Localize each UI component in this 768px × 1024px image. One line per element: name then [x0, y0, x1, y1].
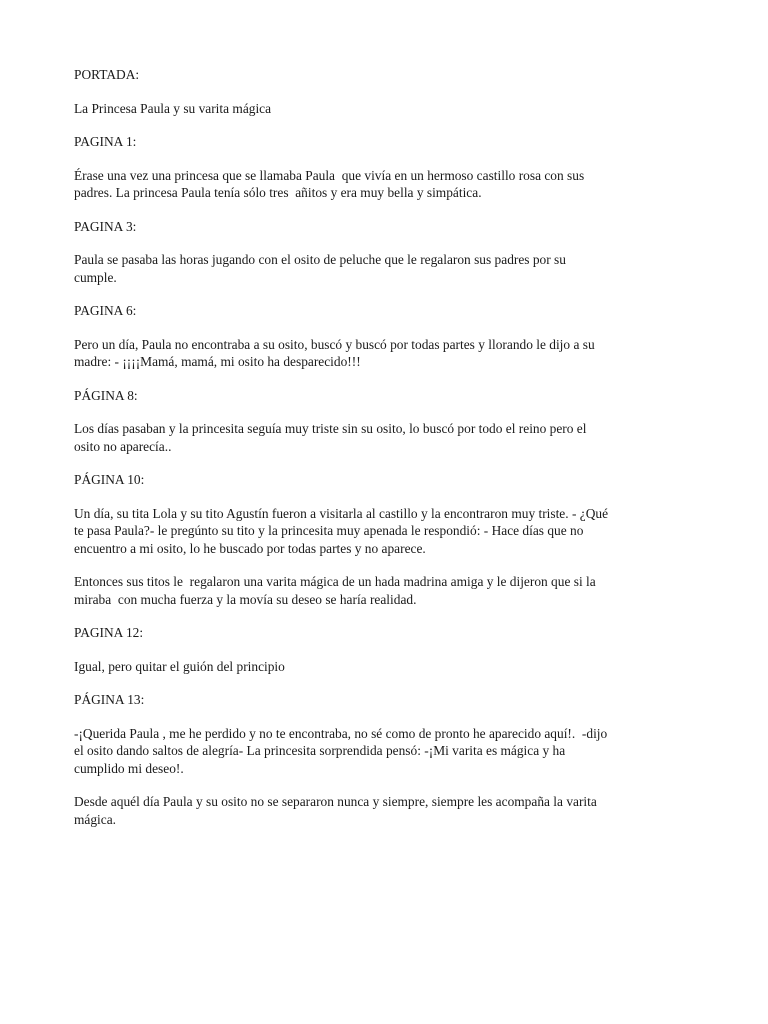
text-line: PORTADA:	[74, 67, 140, 82]
text-line: PÁGINA 8:	[74, 387, 138, 403]
text-line: encuentro a mi osito, lo he buscado por todas partes y no aparece.	[74, 540, 426, 556]
text-line: Igual, pero quitar el guión del principio	[74, 658, 285, 674]
text-line: miraba con mucha fuerza y la movía su deseo se haría realidad.	[74, 591, 417, 607]
text-line: te pasa Paula?- le pregúnto su tito y la princesita muy apenada le respondió: - Hace días que no	[74, 523, 584, 538]
document-page	[74, 66, 704, 844]
text-line: cumple.	[74, 269, 117, 285]
section-heading	[74, 387, 704, 405]
body-paragraph	[74, 573, 704, 608]
text-line: Desde aquél día Paula y su osito no se separaron nunca y siempre, siempre les acompaña la varita	[74, 794, 597, 809]
body-paragraph	[74, 251, 704, 286]
text-line: Pero un día, Paula no encontraba a su osito, buscó y buscó por todas partes y llorando le dijo a su	[74, 336, 595, 352]
body-paragraph	[74, 167, 704, 202]
text-line: Entonces sus titos le regalaron una varita mágica de un hada madrina amiga y le dijeron que si la	[74, 574, 596, 589]
text-line: PAGINA 6:	[74, 303, 137, 318]
section-heading	[74, 624, 704, 642]
text-line: cumplido mi deseo!.	[74, 760, 184, 776]
body-paragraph	[74, 658, 704, 676]
section-heading	[74, 691, 704, 709]
text-line: Un día, su tita Lola y su tito Agustín fueron a visitarla al castillo y la encontraron muy triste. - ¿Qué	[74, 505, 609, 521]
body-paragraph	[74, 505, 704, 558]
text-line: Paula se pasaba las horas jugando con el osito de peluche que le regalaron sus padres por su	[74, 252, 566, 267]
text-line: Érase una vez una princesa que se llamaba Paula que vivía en un hermoso castillo rosa con sus	[74, 167, 585, 183]
text-line: padres. La princesa Paula tenía sólo tres añitos y era muy bella y simpática.	[74, 185, 482, 200]
section-heading	[74, 133, 704, 151]
text-line: madre: - ¡¡¡¡Mamá, mamá, mi osito ha desparecido!!!	[74, 354, 361, 369]
body-paragraph	[74, 336, 704, 371]
body-paragraph	[74, 420, 704, 455]
story-title	[74, 100, 704, 118]
section-heading	[74, 302, 704, 320]
body-paragraph	[74, 725, 704, 778]
text-line: Los días pasaban y la princesita seguía muy triste sin su osito, lo buscó por todo el reino pero el	[74, 421, 587, 436]
text-line: La Princesa Paula y su varita mágica	[74, 100, 272, 116]
section-heading	[74, 218, 704, 236]
text-line: mágica.	[74, 811, 117, 827]
text-line: PÁGINA 13:	[74, 692, 145, 707]
text-line: PÁGINA 10:	[74, 472, 145, 487]
section-heading	[74, 66, 704, 84]
text-line: PAGINA 12:	[74, 625, 144, 640]
text-line: -¡Querida Paula , me he perdido y no te encontraba, no sé como de pronto he aparecido aquí!. -dijo	[74, 725, 608, 741]
text-line: PAGINA 1:	[74, 134, 137, 149]
section-heading	[74, 471, 704, 489]
text-line: el osito dando saltos de alegría- La princesita sorprendida pensó: -¡Mi varita es mágica y ha	[74, 743, 566, 758]
text-line: osito no aparecía..	[74, 438, 172, 454]
text-line: PAGINA 3:	[74, 218, 137, 234]
body-paragraph	[74, 793, 704, 828]
